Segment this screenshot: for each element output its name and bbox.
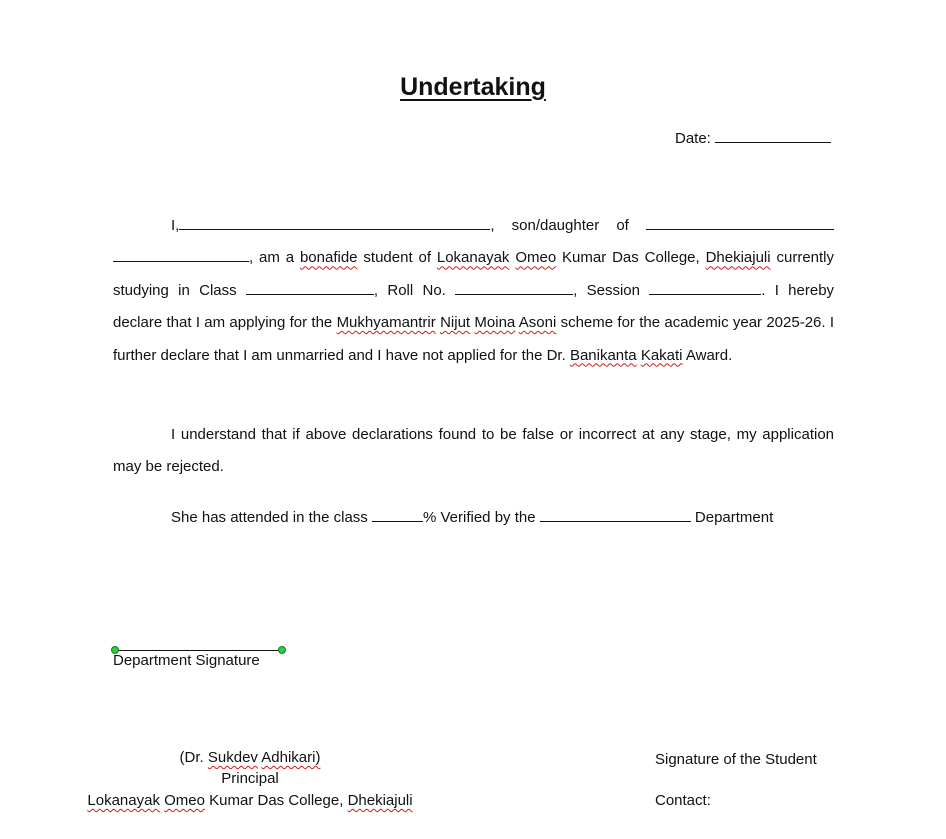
declaration-paragraph [113, 210, 834, 372]
principal-name [60, 748, 440, 768]
parent-name-blank-2[interactable] [113, 247, 249, 262]
college-dhekiajuli: Dhekiajuli [347, 792, 413, 809]
department-signature-label: Department Signature [113, 652, 260, 669]
kakati-word: Kakati [640, 346, 683, 364]
college-omeo: Omeo [164, 792, 205, 809]
roll-no-label: , Roll No. [373, 281, 446, 299]
attendance-percent-blank[interactable] [372, 507, 423, 522]
bonafide-word: bonafide [299, 249, 358, 267]
son-daughter-of-text: , son/daughter of [490, 217, 629, 234]
date-field [675, 128, 831, 149]
principal-first-name: Sukdev [207, 749, 258, 766]
college-lokanayak: Lokanayak [87, 792, 160, 809]
mukhyamantrir-word: Mukhyamantrir [336, 314, 436, 332]
asoni-word: Asoni [518, 314, 557, 332]
omeo-word: Omeo [515, 249, 557, 267]
award-text: Award. [685, 346, 733, 364]
lokanayak-word: Lokanayak [436, 249, 510, 267]
nijut-word: Nijut [440, 314, 471, 332]
session-label: , Session [573, 281, 640, 299]
college-name-text: Kumar Das College, [562, 249, 700, 267]
college-name [60, 791, 440, 811]
verified-by-text: % Verified by the [422, 509, 536, 526]
attendance-pre-text: She has attended in the class [171, 509, 368, 526]
college-rest: Kumar Das College, [209, 792, 344, 809]
principal-name-open: (Dr. [179, 749, 204, 766]
attendance-line [171, 507, 773, 528]
line-end-handle[interactable] [278, 646, 286, 654]
dhekiajuli-word: Dhekiajuli [705, 249, 771, 267]
class-blank[interactable] [246, 280, 374, 295]
session-blank[interactable] [649, 280, 761, 295]
student-signature-label: Signature of the Student [655, 751, 817, 768]
date-label: Date: [675, 130, 711, 147]
currently-studying-text: currently studying in Class [113, 249, 835, 299]
department-text: Department [694, 509, 774, 526]
department-name-blank[interactable] [540, 507, 691, 522]
roll-no-blank[interactable] [455, 280, 573, 295]
parent-name-blank[interactable] [646, 215, 834, 230]
understanding-paragraph: I understand that if above declarations found to be false or incorrect at any stage, my application may be rejected. [113, 426, 834, 476]
student-name-blank[interactable] [179, 215, 490, 230]
principal-last-name: Adhikari) [261, 749, 321, 766]
bonafide-pre-text: , am a [249, 249, 295, 267]
pronoun-i: I, [171, 217, 180, 234]
banikanta-word: Banikanta [569, 346, 637, 364]
student-of-text: student of [363, 249, 431, 267]
document-title: Undertaking [400, 73, 546, 101]
principal-designation: Principal [221, 770, 279, 787]
date-blank[interactable] [715, 128, 831, 143]
student-contact-label: Contact: [655, 792, 711, 809]
declare-text: . I hereby declare that I am applying for the [113, 281, 835, 332]
moina-word: Moina [474, 314, 516, 332]
scheme-text: scheme for the academic year 2025-26. I further declare that I am unmarried and I have not applied for the Dr. [113, 314, 835, 364]
